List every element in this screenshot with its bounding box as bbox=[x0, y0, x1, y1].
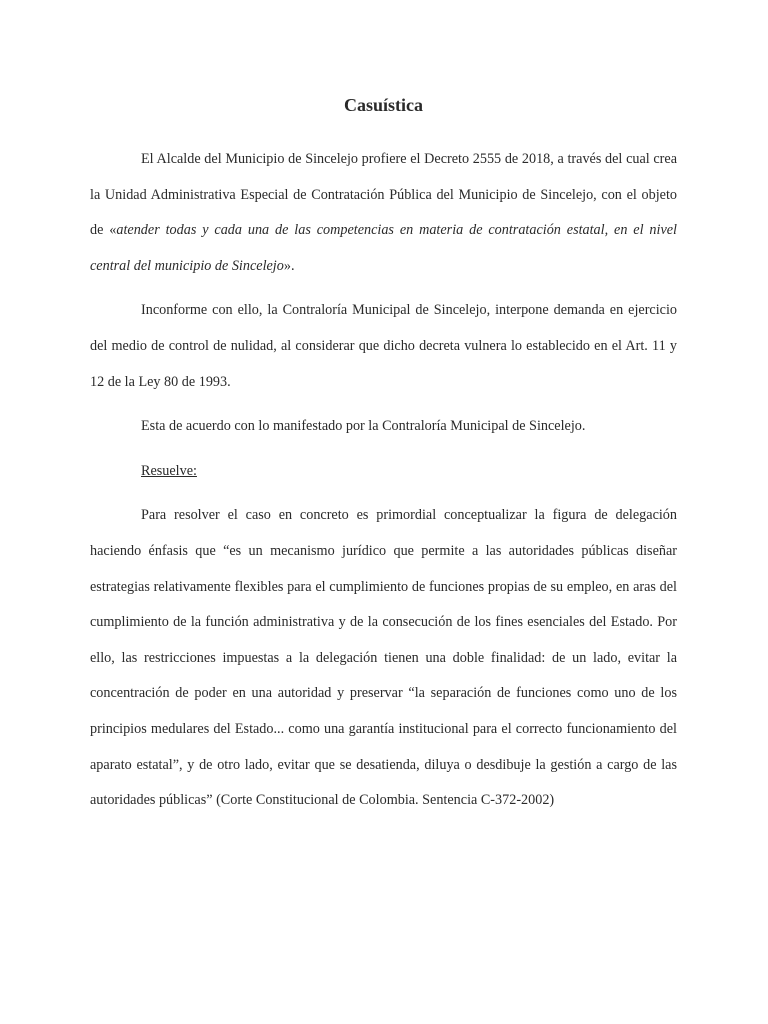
paragraph-decree bbox=[90, 142, 677, 284]
document-page bbox=[90, 88, 677, 819]
paragraph-decree-text: El Alcalde del Municipio de Sincelejo profiere el Decreto 2555 de 2018, a través del cual crea la Unidad Administrativa Especial de Contratación Pública del Municipio de Sincelejo, con el objeto de « bbox=[90, 151, 677, 239]
document-title: Casuística bbox=[343, 95, 423, 115]
paragraph-question: Esta de acuerdo con lo manifestado por la Contraloría Municipal de Sincelejo. bbox=[141, 418, 586, 435]
resolution-heading-text: Resuelve: bbox=[141, 462, 197, 479]
paragraph-resolution: Para resolver el caso en concreto es primordial conceptualizar la figura de delegación haciendo énfasis que “es un mecanismo jurídico que permite a las autoridades públicas diseñar estrategias relativamente flexibles para el cumplimiento de funciones propias de su empleo, en aras del cumplimiento de la función administrativa y de la consecución de los fines esenciales del Estado. Por ello, las restricciones impuestas a la delegación tienen una doble finalidad: de un lado, evitar la concentración de poder en una autoridad y preservar “la separación de funciones como uno de los principios medulares del Estado... como una garantía institucional para el correcto funcionamiento del aparato estatal”, y de otro lado, evitar que se desatienda, diluya o desdibuje la gestión a cargo de las autoridades públicas” (Corte Constitucional de Colombia. Sentencia C-372-2002) bbox=[90, 507, 677, 809]
resolution-heading bbox=[90, 454, 677, 490]
decree-quote: atender todas y cada una de las competencias en materia de contratación estatal, en el nivel central del municipio de Sincelejo bbox=[90, 222, 677, 274]
paragraph-decree-end: ». bbox=[283, 257, 295, 274]
paragraph-lawsuit: Inconforme con ello, la Contraloría Municipal de Sincelejo, interpone demanda en ejercicio del medio de control de nulidad, al considerar que dicho decreta vulnera lo establecido en el Art. 11 y 12 de la Ley 80 de 1993. bbox=[90, 302, 677, 390]
